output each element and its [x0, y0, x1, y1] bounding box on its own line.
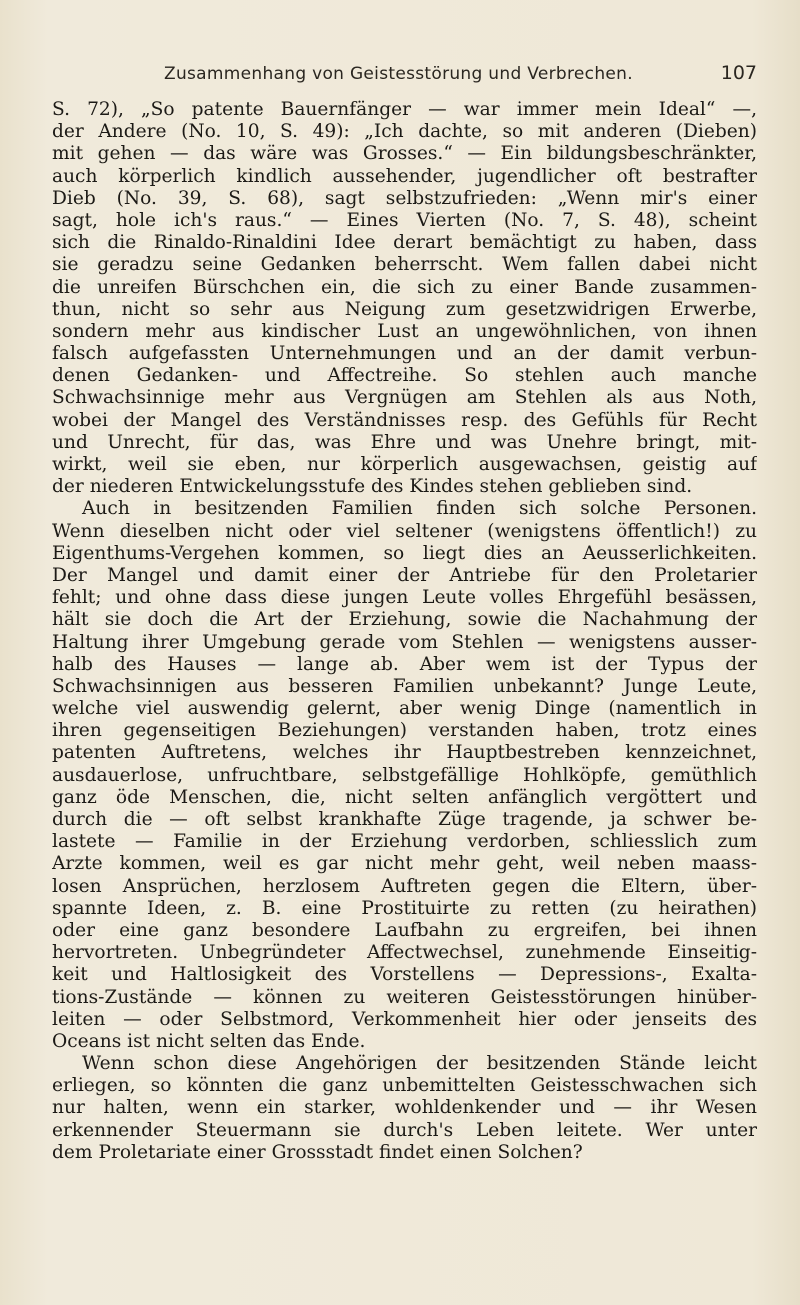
- text-line: leiten — oder Selbstmord, Verkommenheit hier oder jenseits des: [52, 1008, 757, 1030]
- text-line: lastete — Familie in der Erziehung verdorben, schliesslich zum: [52, 831, 757, 853]
- text-line: durch die — oft selbst krankhafte Züge tragende, ja schwer be-: [52, 809, 757, 830]
- text-line: erliegen, so könnten die ganz unbemittelten Geistesschwachen sich: [52, 1075, 757, 1097]
- text-line: wobei der Mangel des Verständnisses resp. des Gefühls für Recht: [52, 409, 757, 431]
- text-line: Auch in besitzenden Familien finden sich solche Personen.: [82, 498, 757, 520]
- text-line: welche viel auswendig gelernt, aber wenig Dinge (namentlich in: [52, 698, 757, 720]
- text-line: Der Mangel und damit einer der Antriebe für den Proletarier: [52, 564, 757, 586]
- text-line: Schwachsinnigen aus besseren Familien unbekannt? Junge Leute,: [52, 675, 757, 697]
- text-line: Haltung ihrer Umgebung gerade vom Stehlen — wenigstens ausser-: [52, 631, 757, 653]
- text-line: die unreifen Bürschchen ein, die sich zu einer Bande zusammen-: [52, 276, 757, 298]
- text-line: sondern mehr aus kindischer Lust an ungewöhnlichen, von ihnen: [52, 320, 757, 342]
- text-line: sie geradzu seine Gedanken beherrscht. Wem fallen dabei nicht: [52, 254, 757, 276]
- text-line: sagt, hole ich's raus.“ — Eines Vierten (No. 7, S. 48), scheint: [52, 209, 757, 231]
- text-line: ausdauerlose, unfruchtbare, selbstgefällige Hohlköpfe, gemüthlich: [52, 764, 757, 786]
- text-line: Arzte kommen, weil es gar nicht mehr geht, weil neben maass-: [52, 853, 757, 875]
- text-line: S. 72), „So patente Bauernfänger — war immer mein Ideal“ —,: [52, 99, 757, 120]
- text-line: Dieb (No. 39, S. 68), sagt selbstzufrieden: „Wenn mir's einer: [52, 187, 757, 209]
- text-line: nur halten, wenn ein starker, wohldenkender und — ihr Wesen: [52, 1097, 757, 1119]
- text-line: halb des Hauses — lange ab. Aber wem ist der Typus der: [52, 653, 757, 675]
- text-line: wirkt, weil sie eben, nur körperlich ausgewachsen, geistig auf: [52, 454, 757, 475]
- text-line: der niederen Entwickelungsstufe des Kindes stehen geblieben sind.: [52, 476, 693, 498]
- text-line: sich die Rinaldo-Rinaldini Idee derart bemächtigt zu haben, dass: [52, 232, 757, 254]
- text-line: Oceans ist nicht selten das Ende.: [52, 1030, 366, 1052]
- text-line: keit und Haltlosigkeit des Vorstellens — Depressions-, Exalta-: [52, 964, 757, 986]
- page-header: [52, 62, 757, 88]
- text-line: erkennender Steuermann sie durch's Leben leitete. Wer unter: [52, 1119, 757, 1141]
- page-number: 107: [720, 62, 757, 84]
- text-line: spannte Ideen, z. B. eine Prostituirte zu retten (zu heirathen): [52, 897, 757, 919]
- text-line: Eigenthums-Vergehen kommen, so liegt dies an Aeusserlichkeiten.: [52, 542, 757, 564]
- text-line: ihren gegenseitigen Beziehungen) verstanden haben, trotz eines: [52, 720, 757, 742]
- text-line: thun, nicht so sehr aus Neigung zum gesetzwidrigen Erwerbe,: [52, 298, 757, 320]
- text-line: der Andere (No. 10, S. 49): „Ich dachte, so mit anderen (Dieben): [52, 121, 757, 143]
- text-line: Schwachsinnige mehr aus Vergnügen am Stehlen als aus Noth,: [52, 387, 757, 409]
- text-line: oder eine ganz besondere Laufbahn zu ergreifen, bei ihnen: [52, 919, 757, 941]
- text-line: patenten Auftretens, welches ihr Hauptbestreben kennzeichnet,: [52, 742, 757, 764]
- text-line: Wenn schon diese Angehörigen der besitzenden Stände leicht: [82, 1053, 757, 1075]
- text-line: ganz öde Menschen, die, nicht selten anfänglich vergöttert und: [52, 786, 757, 808]
- text-line: losen Ansprüchen, herzlosem Auftreten gegen die Eltern, über-: [52, 875, 757, 897]
- text-line: und Unrecht, für das, was Ehre und was Unehre bringt, mit-: [52, 431, 757, 453]
- text-line: denen Gedanken- und Affectreihe. So stehlen auch manche: [52, 365, 757, 387]
- text-line: auch körperlich kindlich aussehender, jugendlicher oft bestrafter: [52, 165, 757, 187]
- text-line: mit gehen — das wäre was Grosses.“ — Ein bildungsbeschränkter,: [52, 143, 757, 165]
- text-line: hält sie doch die Art der Erziehung, sowie die Nachahmung der: [52, 609, 757, 631]
- text-line: Wenn dieselben nicht oder viel seltener (wenigstens öffentlich!) zu: [52, 520, 757, 542]
- body-text: [52, 99, 757, 1164]
- text-line: dem Proletariate einer Grossstadt findet einen Solchen?: [52, 1141, 583, 1163]
- running-title: Zusammenhang von Geistesstörung und Verbrechen.: [164, 64, 633, 84]
- text-line: fehlt; und ohne dass diese jungen Leute volles Ehrgefühl besässen,: [52, 587, 757, 609]
- text-line: tions-Zustände — können zu weiteren Geistesstörungen hinüber-: [52, 986, 757, 1008]
- text-line: falsch aufgefassten Unternehmungen und an der damit verbun-: [52, 343, 757, 365]
- text-line: hervortreten. Unbegründeter Affectwechsel, zunehmende Einseitig-: [52, 942, 757, 964]
